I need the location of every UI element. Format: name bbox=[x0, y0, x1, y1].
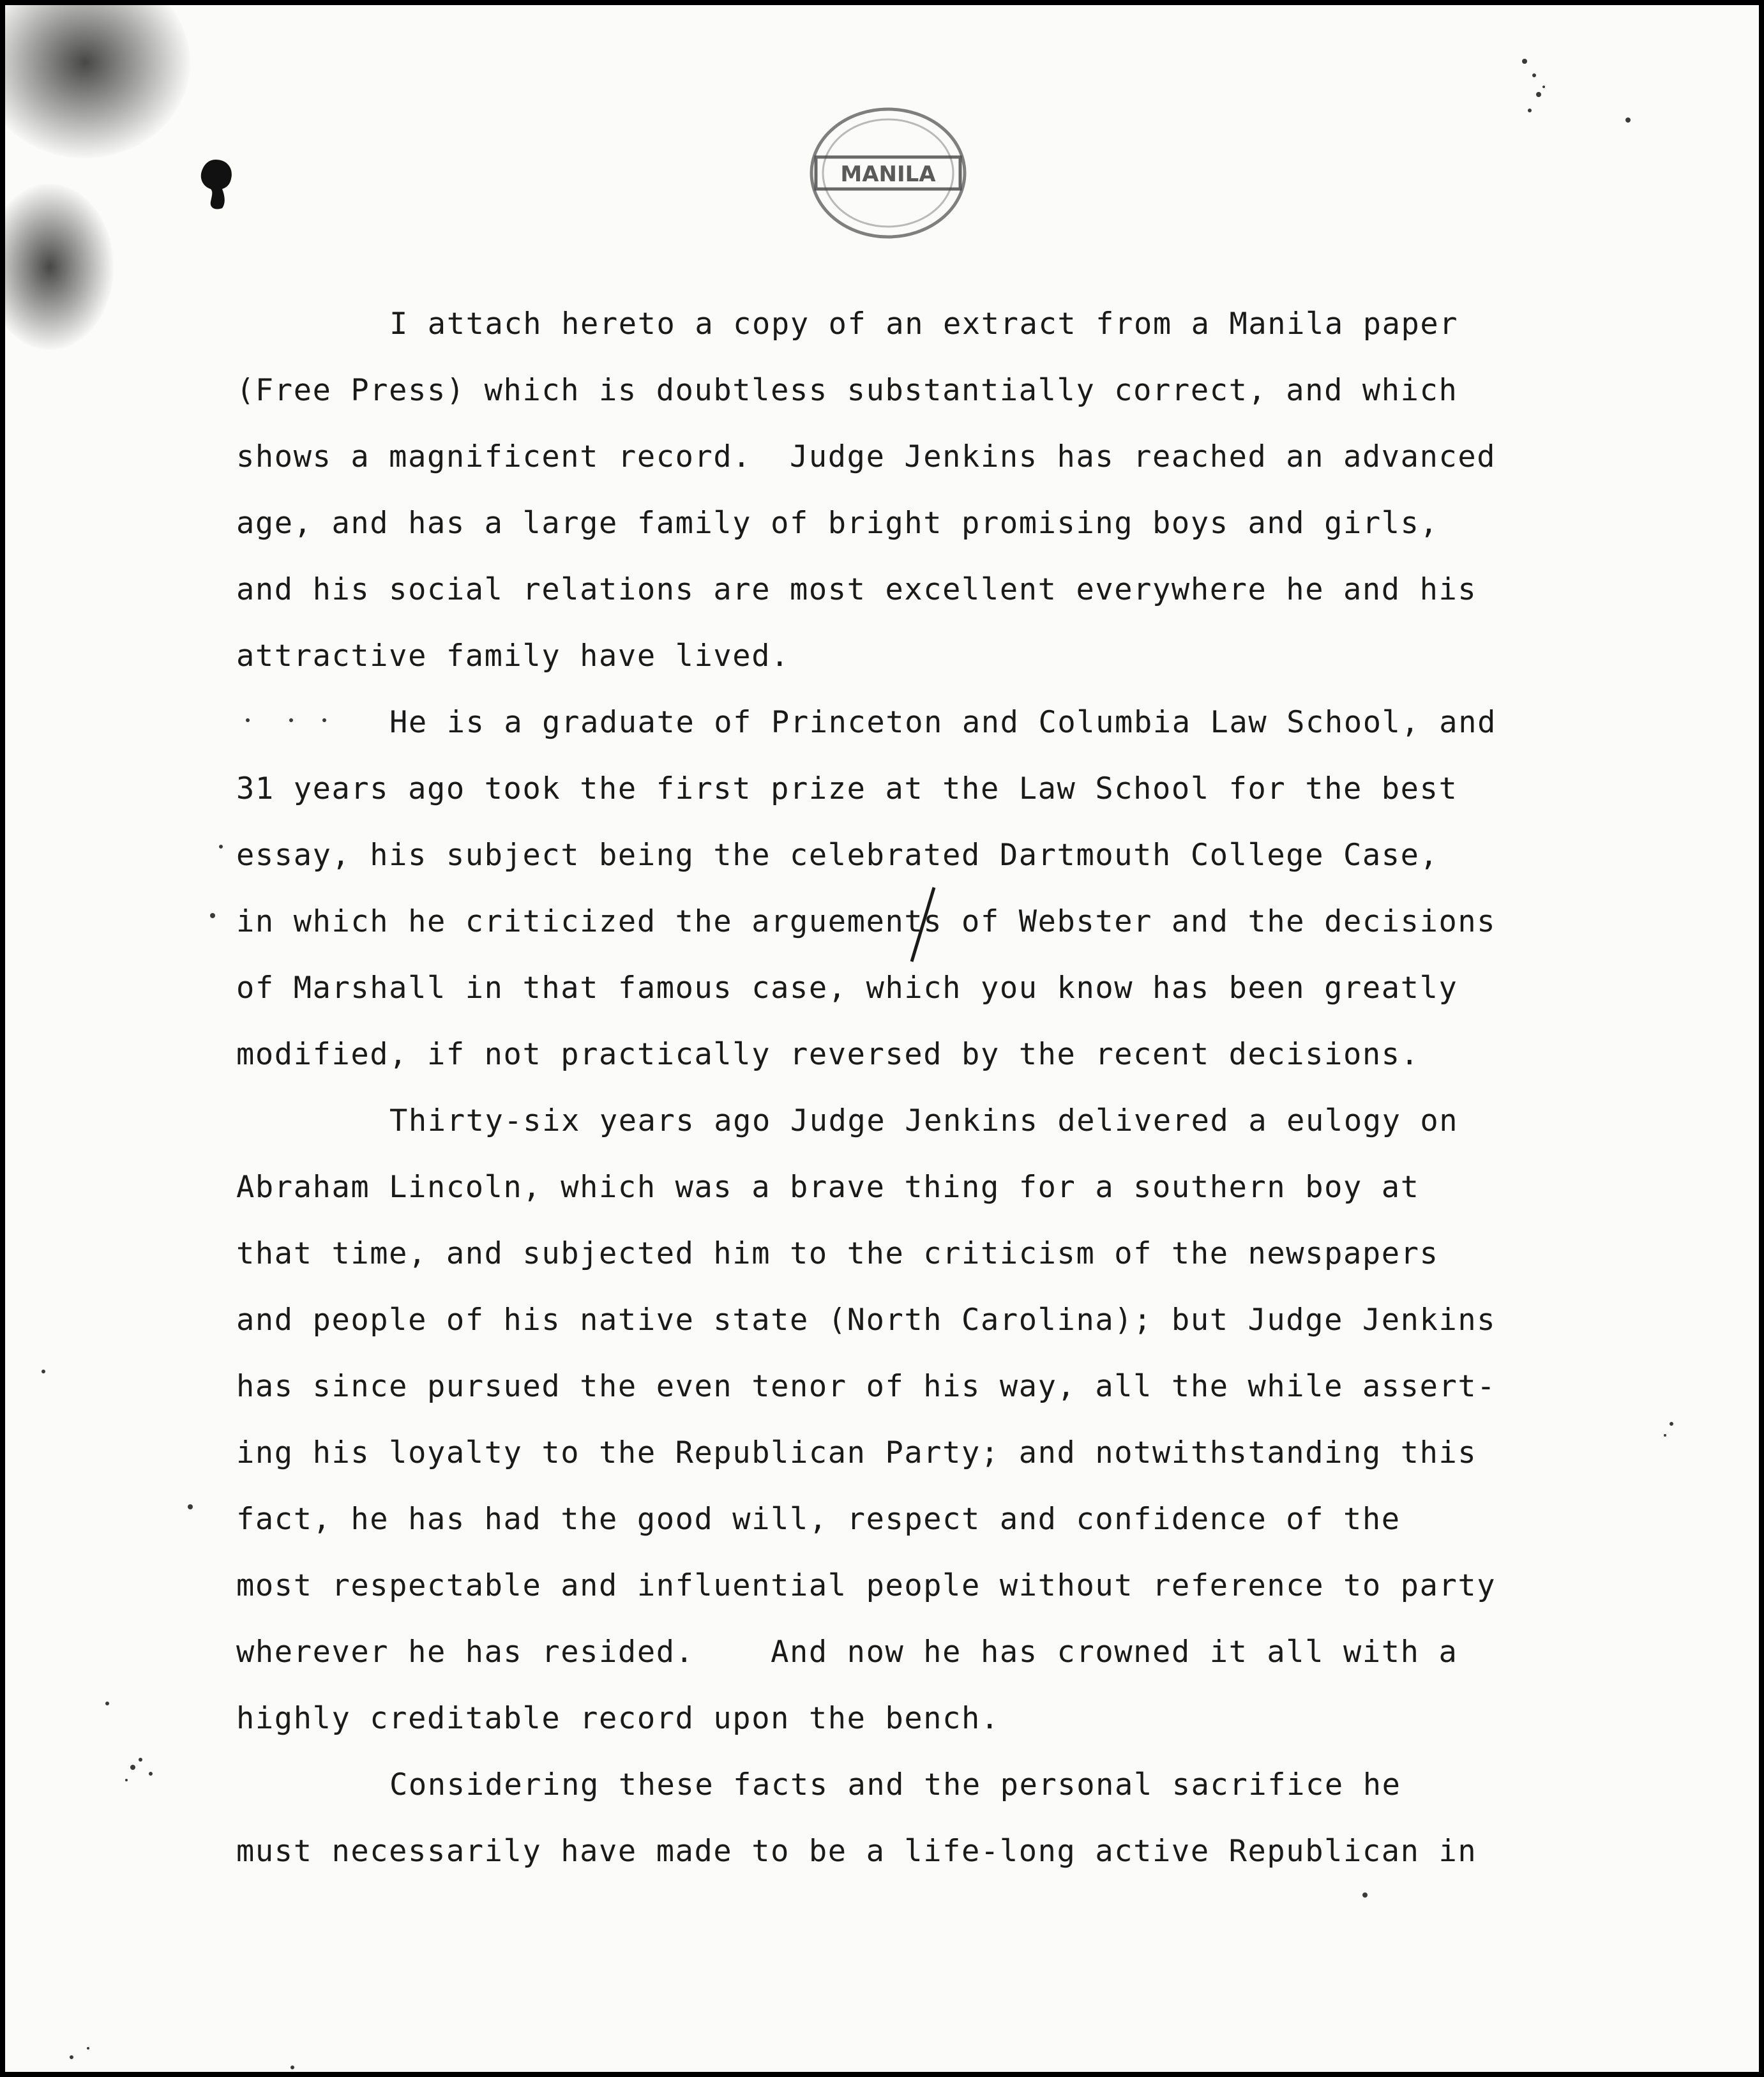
text-line: in which he criticized the arguements of Webster and the decisions bbox=[236, 904, 1496, 939]
text-line: Thirty-six years ago Judge Jenkins delivered a eulogy on bbox=[389, 1103, 1459, 1138]
stamp-text: MANILA bbox=[840, 162, 936, 187]
text-line: modified, if not practically reversed by the recent decisions. bbox=[236, 1037, 1420, 1072]
text-line: fact, he has had the good will, respect and confidence of the bbox=[236, 1502, 1401, 1537]
text-line: He is a graduate of Princeton and Columbia Law School, and bbox=[389, 705, 1496, 740]
text-line: must necessarily have made to be a life-long active Republican in bbox=[236, 1834, 1477, 1869]
document-page bbox=[5, 5, 1759, 2072]
text-line: most respectable and influential people without reference to party bbox=[236, 1568, 1496, 1603]
received-stamp bbox=[802, 100, 974, 246]
text-line: that time, and subjected him to the criticism of the newspapers bbox=[236, 1236, 1439, 1271]
text-line: I attach hereto a copy of an extract from a Manila paper bbox=[389, 306, 1459, 342]
text-line: shows a magnificent record. Judge Jenkins has reached an advanced bbox=[236, 439, 1496, 474]
text-line: ing his loyalty to the Republican Party; and notwithstanding this bbox=[236, 1435, 1477, 1470]
text-line: Abraham Lincoln, which was a brave thing for a southern boy at bbox=[236, 1170, 1420, 1205]
text-line: and his social relations are most excellent everywhere he and his bbox=[236, 572, 1477, 607]
text-line: wherever he has resided. And now he has crowned it all with a bbox=[236, 1635, 1458, 1670]
text-line: has since pursued the even tenor of his way, all the while assert- bbox=[236, 1369, 1496, 1404]
text-line: highly creditable record upon the bench. bbox=[236, 1701, 1000, 1736]
ink-blot-mark bbox=[197, 157, 236, 211]
letter-body bbox=[236, 291, 1673, 1885]
text-line: and people of his native state (North Carolina); but Judge Jenkins bbox=[236, 1303, 1496, 1338]
text-line: (Free Press) which is doubtless substantially correct, and which bbox=[236, 373, 1458, 408]
text-line: of Marshall in that famous case, which you know has been greatly bbox=[236, 971, 1458, 1006]
text-line: attractive family have lived. bbox=[236, 638, 790, 674]
text-line: age, and has a large family of bright promising boys and girls, bbox=[236, 506, 1439, 541]
text-line: Considering these facts and the personal sacrifice he bbox=[389, 1767, 1401, 1802]
text-line: 31 years ago took the first prize at the Law School for the best bbox=[236, 771, 1458, 806]
text-line: essay, his subject being the celebrated Dartmouth College Case, bbox=[236, 838, 1439, 873]
